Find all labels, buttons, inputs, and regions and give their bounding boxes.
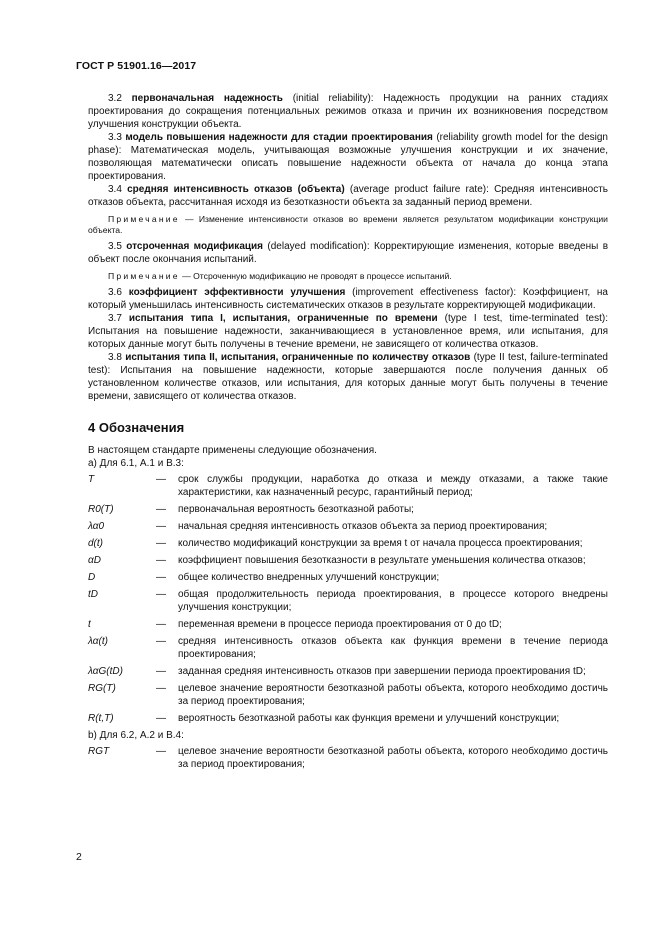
symbol-description: общая продолжительность периода проектирования, в процессе которого внедрены улучшения конструкции; [178,589,608,613]
symbol-row [88,635,608,665]
symbol-row [88,712,608,729]
list-a-label: a) Для 6.1, А.1 и В.3: [88,458,184,469]
term-3-2: 3.2 первоначальная надежность (initial reliability): Надежность продукции на ранних стадиях проектирования до сокращения потенциальных режимов отказа и причин их возникновения посредством улучшения конструкции объекта. [88,93,608,130]
symbol: αD [88,555,101,566]
symbol-row [88,618,608,635]
symbol-description: первоначальная вероятность безотказной работы; [178,504,414,515]
term-3-6: 3.6 коэффициент эффективности улучшения (improvement effectiveness factor): Коэффициент, на который уменьшилась интенсивность систематических отказов в результате корректирующей модификации. [88,287,608,311]
symbols-table-a [88,473,608,729]
term-3-7: 3.7 испытания типа I, испытания, ограниченные по времени (type I test, time-terminated test): Испытания на повышение надежности, заканчивающиеся в установленное время, или испытания, для которых данные могут быть получены в течение времени, не зависящего от количества отказов. [88,313,609,350]
dash: — [156,504,166,515]
symbol-description: срок службы продукции, наработка до отказа и между отказами, а также такие характеристики, как назначенный ресурс, гарантийный период; [178,474,608,498]
symbol-description: общее количество внедренных улучшений конструкции; [178,572,440,583]
symbol-row [88,588,608,618]
symbol-row [88,520,608,537]
symbol: R0(T) [88,504,114,515]
symbol-description: средняя интенсивность отказов объекта как функция времени в течение периода проектирования; [178,636,608,660]
symbol-row [88,473,608,503]
symbol-description: коэффициент повышения безотказности в результате уменьшения количества отказов; [178,555,586,566]
symbol-row [88,571,608,588]
list-b-label: b) Для 6.2, А.2 и В.4: [88,730,184,741]
symbol-description: заданная средняя интенсивность отказов при завершении периода проектирования tD; [178,666,586,677]
symbol: RGT [88,746,110,757]
section-4-intro: В настоящем стандарте применены следующие обозначения. [88,445,377,456]
dash: — [156,555,166,566]
symbol-description: количество модификаций конструкции за время t от начала процесса проектирования; [178,538,583,549]
symbol: tD [88,589,98,600]
symbol-row [88,537,608,554]
symbol: λα(t) [88,636,108,647]
symbol-description: вероятность безотказной работы как функция времени и улучшений конструкции; [178,713,560,724]
term-3-3: 3.3 модель повышения надежности для стадии проектирования (reliability growth model for the design phase): Математическая модель, учитывающая возможные улучшения конструкции и их значение, позволяющая математически описать повышение надежности объекта от начала до конца этапа проектирования. [88,132,608,182]
note-3-4: Примечание — Изменение интенсивности отказов во времени является результатом модификации конструкции объекта. [88,214,608,235]
symbol: RG(T) [88,683,116,694]
symbol-row [88,745,608,775]
dash: — [156,474,166,485]
symbol-description: начальная средняя интенсивность отказов объекта за период проектирования; [178,521,548,532]
dash: — [156,636,166,647]
section-4-title: 4 Обозначения [88,420,185,435]
dash: — [156,572,166,583]
symbol-row [88,682,608,712]
symbol: d(t) [88,538,103,549]
symbol: λα0 [88,521,105,532]
symbol: R(t,T) [88,713,114,724]
dash: — [156,589,166,600]
symbol: t [88,619,91,630]
document-header: ГОСТ Р 51901.16—2017 [76,60,197,72]
dash: — [156,521,166,532]
symbol-row [88,665,608,682]
term-3-4: 3.4 средняя интенсивность отказов (объекта) (average product failure rate): Средняя интенсивность отказов объекта, рассчитанная исходя из безотказности объекта за заданный период времени. [88,184,609,208]
term-3-8: 3.8 испытания типа II, испытания, ограниченные по количеству отказов (type II test, failure-terminated test): Испытания на повышение надежности, которые завершаются после получения данных об установленном количестве отказов, или испытания, для которых данные могут быть получены в течение времени, зависящего от количества отказов. [88,352,608,402]
page-content [88,92,608,775]
note-3-5: Примечание — Отсроченную модификацию не проводят в процессе испытаний. [108,271,452,281]
symbols-table-b [88,745,608,775]
dash: — [156,683,166,694]
symbol: D [88,572,96,583]
symbol-description: целевое значение вероятности безотказной работы объекта, которого необходимо достичь за период проектирования; [178,746,608,770]
dash: — [156,538,166,549]
symbol-description: целевое значение вероятности безотказной работы объекта, которого необходимо достичь за период проектирования; [178,683,608,707]
dash: — [156,666,166,677]
dash: — [156,619,166,630]
dash: — [156,713,166,724]
term-3-5: 3.5 отсроченная модификация (delayed modification): Корректирующие изменения, которые введены в объект после окончания испытаний. [88,241,609,265]
symbol: λαG(tD) [88,666,123,677]
symbol: T [88,474,95,485]
page-number: 2 [76,851,82,863]
dash: — [156,746,166,757]
symbol-description: переменная времени в процессе периода проектирования от 0 до tD; [178,619,502,630]
symbol-row [88,503,608,520]
symbol-row [88,554,608,571]
